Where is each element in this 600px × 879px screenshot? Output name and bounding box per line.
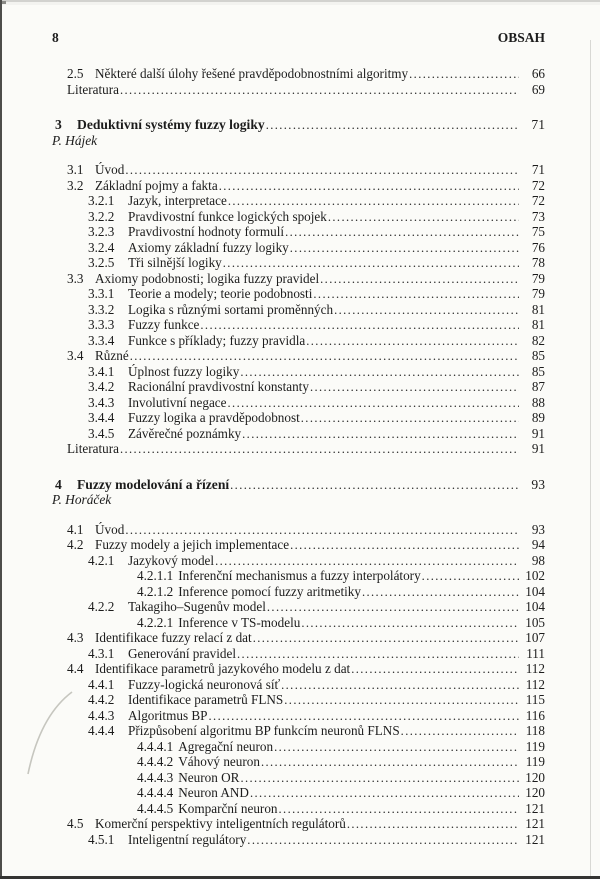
- toc-entry: [0, 410, 545, 426]
- scan-speck: [2, 1, 6, 4]
- entry-number: 4.4.4.4: [137, 785, 174, 800]
- entry-title: Axiomy podobnosti; logika fuzzy pravidel: [95, 270, 320, 286]
- entry-title: Jazykový model: [128, 552, 215, 568]
- entry-number: 4.3: [67, 630, 84, 645]
- scan-edge-top-tint: [0, 2, 600, 5]
- entry-number: 3.2.3: [88, 224, 115, 239]
- entry-page-number: 78: [531, 255, 545, 270]
- entry-page-number: 72: [531, 193, 545, 208]
- toc-entry: [0, 708, 545, 724]
- entry-page-number: 76: [531, 239, 545, 255]
- dot-leader: [320, 271, 519, 288]
- entry-title: P. Hájek: [52, 132, 98, 148]
- entry-page-number: 91: [531, 425, 545, 441]
- dot-leader: [125, 522, 519, 539]
- dot-leader: [266, 117, 519, 134]
- entry-page-number: 118: [525, 723, 545, 738]
- dot-leader: [306, 333, 519, 350]
- entry-page-number: 104: [525, 599, 545, 614]
- entry-title: Involutivní negace: [128, 394, 227, 410]
- entry-number: 4.5.1: [88, 831, 115, 847]
- entry-title: Neuron OR: [178, 769, 240, 785]
- toc-entry: [0, 630, 545, 646]
- dot-leader: [284, 692, 519, 709]
- toc-entry: [0, 553, 545, 569]
- toc-entry: [0, 271, 545, 287]
- entry-title: Základní pojmy a fakta: [95, 177, 218, 193]
- entry-number: 4.4.3: [88, 707, 115, 723]
- toc-entry: [0, 224, 545, 240]
- entry-title: Literatura: [67, 81, 119, 97]
- toc-entry: [0, 522, 545, 538]
- entry-title: Pravdivostní hodnoty formulí: [128, 224, 285, 239]
- dot-leader: [310, 379, 519, 396]
- entry-number: 3.2: [67, 177, 84, 193]
- toc-entry: [0, 441, 545, 457]
- header-title: OBSAH: [497, 30, 545, 45]
- entry-page-number: 115: [525, 692, 545, 707]
- entry-title: Literatura: [67, 441, 119, 456]
- entry-number: 3.4.2: [88, 379, 115, 394]
- dot-leader: [347, 816, 519, 833]
- entry-page-number: 89: [531, 410, 545, 425]
- toc-entry: [0, 801, 545, 817]
- entry-number: 3.3: [67, 270, 84, 286]
- dot-leader: [237, 646, 519, 663]
- entry-title: Fuzzy funkce: [128, 317, 200, 332]
- entry-number: 4.4.4.3: [137, 769, 174, 785]
- entry-page-number: 107: [525, 630, 545, 645]
- entry-number: 3.2.2: [88, 208, 115, 224]
- author-line: [0, 133, 545, 149]
- toc-entry: [0, 255, 545, 271]
- toc-entry: [0, 816, 545, 832]
- entry-title: Generování pravidel: [128, 645, 237, 661]
- entry-number: 3.3.3: [88, 317, 115, 332]
- entry-page-number: 79: [531, 270, 545, 286]
- entry-title: Pravdivostní funkce logických spojek: [128, 208, 327, 224]
- toc-entry: [0, 739, 545, 755]
- entry-page-number: 93: [531, 521, 545, 537]
- dot-leader: [313, 286, 519, 303]
- entry-number: 4.5: [67, 816, 84, 831]
- entry-page-number: 93: [531, 476, 545, 492]
- entry-title: Jazyk, interpretace: [128, 193, 227, 208]
- entry-title: Racionální pravdivostní konstanty: [128, 379, 309, 394]
- entry-title: Inference pomocí fuzzy aritmetiky: [178, 583, 361, 599]
- entry-page-number: 119: [525, 754, 545, 769]
- toc-entry: [0, 677, 545, 693]
- entry-number: 3.1: [67, 162, 84, 177]
- entry-title: P. Horáček: [52, 492, 112, 507]
- toc-entry: [0, 785, 545, 801]
- entry-number: 2.5: [67, 66, 84, 81]
- entry-page-number: 85: [531, 348, 545, 363]
- entry-page-number: 91: [531, 441, 545, 456]
- dot-leader: [120, 82, 519, 99]
- toc-entry: [0, 333, 545, 349]
- dot-leader: [362, 584, 519, 601]
- entry-page-number: 75: [531, 224, 545, 239]
- entry-title: Fuzzy-logická neuronová síť: [128, 676, 281, 692]
- dot-leader: [240, 364, 519, 381]
- toc-entry: [0, 379, 545, 395]
- entry-title: Algoritmus BP: [128, 707, 208, 723]
- entry-number: 4.4: [67, 661, 84, 676]
- dot-leader: [215, 553, 519, 570]
- entry-number: 4.2.1: [88, 552, 115, 568]
- entry-page-number: 121: [525, 816, 545, 831]
- entry-page-number: 121: [525, 800, 545, 816]
- dot-leader: [279, 801, 519, 818]
- toc-entry: [0, 692, 545, 708]
- entry-number: 4.4.4.2: [137, 754, 174, 769]
- toc-entry: [0, 82, 545, 98]
- dot-leader: [351, 661, 519, 678]
- entry-number: 3.4: [67, 348, 84, 363]
- entry-number: 3.2.1: [88, 193, 115, 208]
- entry-page-number: 111: [526, 645, 545, 661]
- entry-page-number: 120: [525, 769, 545, 785]
- entry-page-number: 82: [531, 332, 545, 348]
- dot-leader: [200, 317, 519, 334]
- entry-title: Různé: [95, 348, 129, 363]
- entry-title: Inference v TS-modelu: [178, 614, 301, 630]
- entry-title: Závěrečné poznámky: [128, 425, 242, 441]
- dot-leader: [247, 832, 519, 849]
- dot-leader: [422, 568, 519, 585]
- entry-number: 4.2: [67, 537, 84, 552]
- entry-page-number: 94: [531, 537, 545, 552]
- dot-leader: [223, 255, 519, 272]
- toc-entry: [0, 537, 545, 553]
- entry-title: Úvod: [95, 162, 125, 177]
- dot-leader: [253, 630, 519, 647]
- dot-leader: [334, 302, 519, 319]
- dot-leader: [285, 224, 519, 241]
- entry-title: Některé další úlohy řešené pravděpodobnostními algoritmy: [95, 66, 409, 81]
- toc-entry: [0, 426, 545, 442]
- entry-page-number: 105: [525, 614, 545, 630]
- dot-leader: [281, 677, 519, 694]
- chapter-heading: [0, 117, 545, 133]
- entry-title: Agregační neuron: [178, 738, 274, 754]
- toc-entry: [0, 209, 545, 225]
- entry-number: 3.2.5: [88, 255, 115, 270]
- chapter-heading: [0, 477, 545, 493]
- dot-leader: [290, 537, 519, 554]
- entry-number: 3.4.5: [88, 425, 115, 441]
- entry-title: Axiomy základní fuzzy logiky: [128, 239, 289, 255]
- entry-number: 3: [55, 117, 62, 132]
- entry-page-number: 104: [525, 583, 545, 599]
- entry-page-number: 79: [531, 286, 545, 301]
- toc-entry: [0, 646, 545, 662]
- entry-title: Tři silnější logiky: [128, 255, 222, 270]
- entry-page-number: 102: [525, 568, 545, 583]
- entry-title: Takagiho–Sugenův model: [128, 599, 266, 614]
- toc-entry: [0, 754, 545, 770]
- entry-number: 4.4.2: [88, 692, 115, 707]
- entry-title: Inteligentní regulátory: [128, 831, 247, 847]
- entry-number: 3.4.3: [88, 394, 115, 410]
- entry-number: 3.3.2: [88, 301, 115, 317]
- dot-leader: [409, 66, 519, 83]
- entry-title: Komparční neuron: [178, 800, 278, 816]
- entry-page-number: 98: [531, 552, 545, 568]
- entry-title: Logika s různými sortami proměnných: [128, 301, 334, 317]
- entry-page-number: 121: [525, 831, 545, 847]
- entry-number: 4: [55, 476, 62, 492]
- page-number: 8: [52, 30, 59, 45]
- entry-number: 4.2.1.2: [137, 583, 174, 599]
- toc: [0, 66, 545, 847]
- entry-number: 4.2.2.1: [137, 614, 174, 630]
- entry-title: Váhový neuron: [178, 754, 260, 769]
- dot-leader: [240, 770, 519, 787]
- entry-number: 3.3.1: [88, 286, 115, 301]
- toc-entry: [0, 615, 545, 631]
- toc-entry: [0, 770, 545, 786]
- entry-title: Přizpůsobení algoritmu BP funkcím neuronů FLNS: [128, 723, 400, 738]
- dot-leader: [261, 754, 519, 771]
- dot-leader: [267, 599, 519, 616]
- entry-page-number: 88: [531, 394, 545, 410]
- dot-leader: [301, 615, 519, 632]
- dot-leader: [209, 708, 519, 725]
- toc-entry: [0, 832, 545, 848]
- toc-entry: [0, 584, 545, 600]
- toc-entry: [0, 661, 545, 677]
- dot-leader: [301, 410, 519, 427]
- dot-leader: [242, 426, 519, 443]
- toc-entry: [0, 178, 545, 194]
- entry-title: Inferenční mechanismus a fuzzy interpolátory: [178, 568, 421, 583]
- entry-number: 3.4.4: [88, 410, 115, 425]
- entry-number: 4.2.2: [88, 599, 115, 614]
- entry-title: Úvod: [95, 521, 125, 537]
- entry-page-number: 73: [531, 208, 545, 224]
- toc-entry: [0, 723, 545, 739]
- entry-page-number: 72: [531, 177, 545, 193]
- entry-page-number: 112: [525, 676, 545, 692]
- entry-title: Fuzzy modely a jejich implementace: [95, 537, 290, 552]
- entry-page-number: 85: [531, 363, 545, 379]
- entry-page-number: 87: [531, 379, 545, 394]
- dot-leader: [328, 209, 519, 226]
- scan-edge-right: [590, 40, 591, 879]
- toc-entry: [0, 317, 545, 333]
- entry-page-number: 116: [525, 707, 545, 723]
- toc-entry: [0, 66, 545, 82]
- entry-page-number: 119: [525, 738, 545, 754]
- toc-entry: [0, 348, 545, 364]
- entry-title: Deduktivní systémy fuzzy logiky: [77, 117, 265, 132]
- entry-title: Identifikace parametrů FLNS: [128, 692, 284, 707]
- toc-entry: [0, 286, 545, 302]
- dot-leader: [274, 739, 519, 756]
- entry-title: Identifikace fuzzy relací z dat: [95, 630, 252, 645]
- entry-title: Identifikace parametrů jazykového modelu z dat: [95, 661, 351, 676]
- author-line: [0, 492, 545, 508]
- entry-number: 3.2.4: [88, 239, 115, 255]
- entry-number: 3.3.4: [88, 332, 115, 348]
- toc-entry: [0, 364, 545, 380]
- dot-leader: [230, 477, 519, 494]
- dot-leader: [401, 723, 519, 740]
- dot-leader: [125, 162, 519, 179]
- dot-leader: [290, 240, 519, 257]
- toc-entry: [0, 395, 545, 411]
- toc-entry: [0, 568, 545, 584]
- entry-title: Fuzzy modelování a řízení: [77, 476, 230, 492]
- toc-entry: [0, 302, 545, 318]
- entry-page-number: 66: [531, 66, 545, 81]
- dot-leader: [250, 785, 519, 802]
- dot-leader: [219, 178, 519, 195]
- entry-number: 3.4.1: [88, 363, 115, 379]
- entry-number: 4.4.4.1: [137, 738, 174, 754]
- entry-page-number: 112: [525, 661, 545, 676]
- dot-leader: [130, 348, 519, 365]
- entry-number: 4.3.1: [88, 645, 115, 661]
- entry-title: Neuron AND: [178, 785, 249, 800]
- entry-number: 4.4.1: [88, 676, 115, 692]
- entry-title: Funkce s příklady; fuzzy pravidla: [128, 332, 306, 348]
- entry-page-number: 69: [531, 81, 545, 97]
- entry-page-number: 120: [525, 785, 545, 800]
- entry-page-number: 71: [531, 117, 545, 132]
- running-header: [52, 30, 545, 46]
- dot-leader: [228, 193, 519, 210]
- entry-number: 4.1: [67, 521, 84, 537]
- entry-title: Teorie a modely; teorie podobnosti: [128, 286, 313, 301]
- toc-entry: [0, 162, 545, 178]
- entry-page-number: 81: [531, 317, 545, 332]
- entry-title: Fuzzy logika a pravděpodobnost: [128, 410, 300, 425]
- entry-page-number: 71: [531, 162, 545, 177]
- dot-leader: [120, 441, 519, 458]
- entry-title: Komerční perspektivy inteligentních regulátorů: [95, 816, 346, 831]
- entry-number: 4.2.1.1: [137, 568, 174, 583]
- toc-entry: [0, 193, 545, 209]
- toc-entry: [0, 599, 545, 615]
- entry-number: 4.4.4: [88, 723, 115, 738]
- entry-number: 4.4.4.5: [137, 800, 174, 816]
- dot-leader: [228, 395, 519, 412]
- entry-page-number: 81: [531, 301, 545, 317]
- entry-title: Úplnost fuzzy logiky: [128, 363, 240, 379]
- toc-entry: [0, 240, 545, 256]
